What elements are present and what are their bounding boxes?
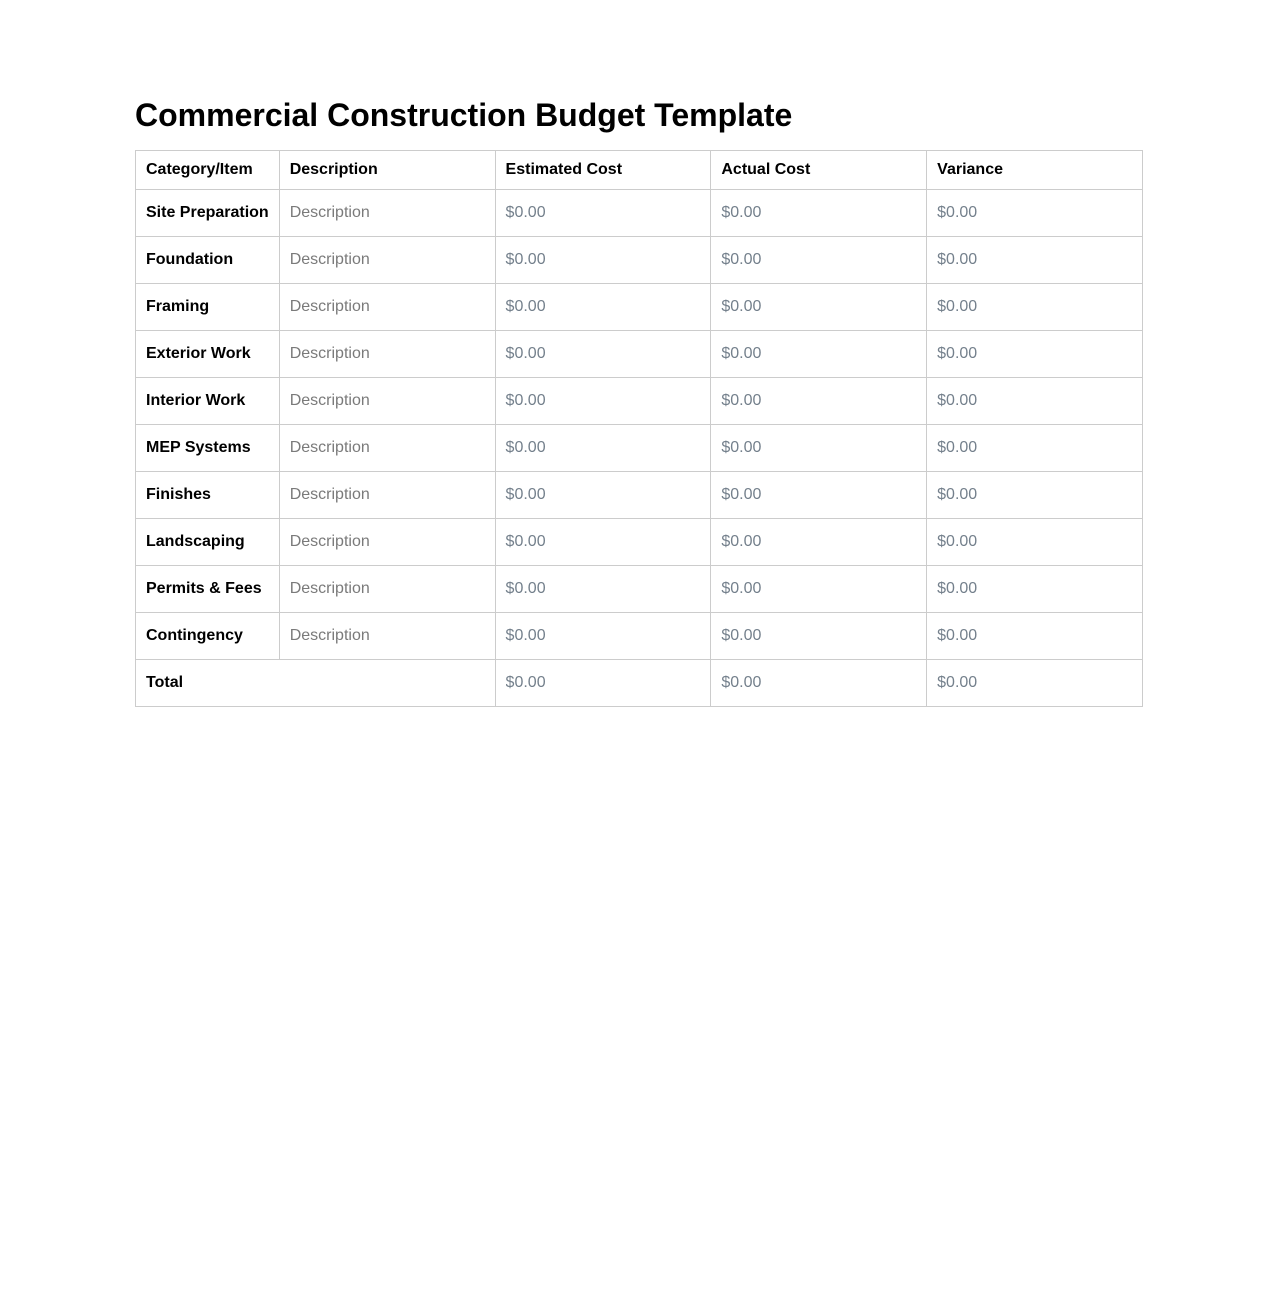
- category-cell: Interior Work: [136, 378, 280, 425]
- actual-cost-field[interactable]: $0.00: [721, 298, 762, 315]
- category-cell: Site Preparation: [136, 190, 280, 237]
- table-row: [136, 331, 1143, 378]
- description-input[interactable]: [290, 345, 485, 363]
- table-row: [136, 519, 1143, 566]
- variance-field[interactable]: $0.00: [937, 345, 978, 362]
- description-input[interactable]: [290, 204, 485, 222]
- description-input[interactable]: [290, 251, 485, 269]
- total-actual-input[interactable]: [721, 674, 916, 692]
- category-cell: Foundation: [136, 237, 280, 284]
- actual-cost-field[interactable]: $0.00: [721, 533, 762, 550]
- page-title: Commercial Construction Budget Template: [135, 97, 793, 133]
- table-row: [136, 284, 1143, 331]
- category-cell: Framing: [136, 284, 280, 331]
- actual-cost-field[interactable]: $0.00: [721, 392, 762, 409]
- description-input[interactable]: [290, 298, 485, 316]
- description-input[interactable]: [290, 439, 485, 457]
- category-cell: Exterior Work: [136, 331, 280, 378]
- actual-cost-field[interactable]: $0.00: [721, 204, 762, 221]
- table-body: [136, 190, 1143, 660]
- table-row: [136, 190, 1143, 237]
- description-input[interactable]: [290, 533, 485, 551]
- actual-cost-field[interactable]: $0.00: [721, 251, 762, 268]
- variance-field[interactable]: $0.00: [937, 580, 978, 597]
- category-cell: Finishes: [136, 472, 280, 519]
- category-cell: MEP Systems: [136, 425, 280, 472]
- total-row: [136, 660, 1143, 707]
- estimated-cost-field[interactable]: $0.00: [505, 533, 546, 550]
- actual-cost-field[interactable]: $0.00: [721, 345, 762, 362]
- header-category: Category/Item: [136, 151, 280, 190]
- budget-table: [135, 150, 1143, 707]
- estimated-cost-field[interactable]: $0.00: [505, 392, 546, 409]
- table-row: [136, 613, 1143, 660]
- variance-field[interactable]: $0.00: [937, 486, 978, 503]
- category-cell: Landscaping: [136, 519, 280, 566]
- variance-field[interactable]: $0.00: [937, 392, 978, 409]
- estimated-cost-field[interactable]: $0.00: [505, 439, 546, 456]
- header-description: Description: [279, 151, 495, 190]
- variance-field[interactable]: $0.00: [937, 251, 978, 268]
- table-row: [136, 237, 1143, 284]
- table-row: [136, 425, 1143, 472]
- variance-field[interactable]: $0.00: [937, 439, 978, 456]
- actual-cost-field[interactable]: $0.00: [721, 439, 762, 456]
- total-label: Total: [136, 660, 496, 707]
- category-cell: Permits & Fees: [136, 566, 280, 613]
- header-variance: Variance: [927, 151, 1143, 190]
- actual-cost-field[interactable]: $0.00: [721, 486, 762, 503]
- description-input[interactable]: [290, 486, 485, 504]
- table-row: [136, 472, 1143, 519]
- table-row: [136, 566, 1143, 613]
- variance-field[interactable]: $0.00: [937, 533, 978, 550]
- variance-field[interactable]: $0.00: [937, 298, 978, 315]
- estimated-cost-field[interactable]: $0.00: [505, 298, 546, 315]
- actual-cost-field[interactable]: $0.00: [721, 580, 762, 597]
- estimated-cost-field[interactable]: $0.00: [505, 486, 546, 503]
- description-input[interactable]: [290, 627, 485, 645]
- header-estimated-cost: Estimated Cost: [495, 151, 711, 190]
- total-variance-input[interactable]: [937, 674, 1132, 692]
- table-header-row: [136, 151, 1143, 190]
- description-input[interactable]: [290, 580, 485, 598]
- variance-field[interactable]: $0.00: [937, 627, 978, 644]
- estimated-cost-field[interactable]: $0.00: [505, 345, 546, 362]
- total-estimated-input[interactable]: [506, 674, 701, 692]
- estimated-cost-field[interactable]: $0.00: [505, 251, 546, 268]
- estimated-cost-field[interactable]: $0.00: [505, 627, 546, 644]
- variance-field[interactable]: $0.00: [937, 204, 978, 221]
- actual-cost-field[interactable]: $0.00: [721, 627, 762, 644]
- header-actual-cost: Actual Cost: [711, 151, 927, 190]
- description-input[interactable]: [290, 392, 485, 410]
- estimated-cost-field[interactable]: $0.00: [505, 580, 546, 597]
- table-row: [136, 378, 1143, 425]
- estimated-cost-field[interactable]: $0.00: [505, 204, 546, 221]
- category-cell: Contingency: [136, 613, 280, 660]
